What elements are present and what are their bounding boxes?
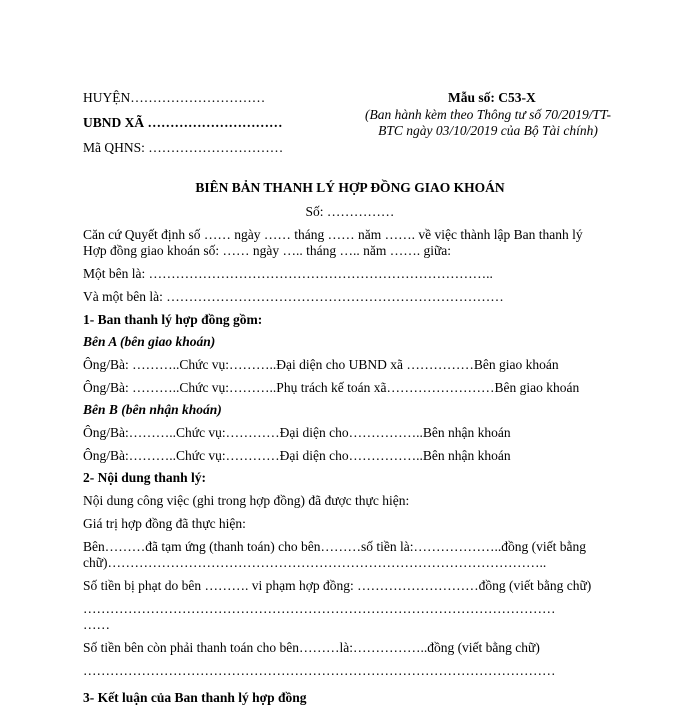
issued-note-line2: BTC ngày 03/10/2019 của Bộ Tài chính)	[378, 123, 598, 138]
side-a-row: Ông/Bà: ………..Chức vụ:………..Phụ trách kế toán xã……………………Bên giao khoán	[83, 380, 580, 395]
section1-heading: 1- Ban thanh lý hợp đồng gồm:	[83, 312, 263, 327]
remaining-line1: Số tiền bên còn phải thanh toán cho bên………là:……………..đồng (viết bằng chữ)	[83, 640, 540, 655]
advance-line2: chữ)……………………………………………………………………………………..	[83, 555, 547, 570]
commune-line: UBND XÃ …………………………	[83, 115, 283, 130]
penalty-line1: Số tiền bị phạt do bên ………. vi phạm hợp đồng: ………………………đồng (viết bằng chữ)	[83, 578, 592, 593]
penalty-line3: ……	[83, 617, 110, 632]
district-line: HUYỆN…………………………	[83, 90, 266, 105]
penalty-line2: ……………………………………………………………………………………………	[83, 601, 556, 616]
document-title: BIÊN BẢN THANH LÝ HỢP ĐỒNG GIAO KHOÁN	[195, 180, 505, 195]
section2-heading: 2- Nội dung thanh lý:	[83, 470, 207, 485]
content-done-line: Nội dung công việc (ghi trong hợp đồng) đã được thực hiện:	[83, 493, 410, 508]
advance-line1: Bên………đã tạm ứng (thanh toán) cho bên………số tiền là:………………..đồng (viết bằng	[83, 539, 586, 554]
side-b-row: Ông/Bà:………..Chức vụ:…………Đại diện cho……………..Bên nhận khoán	[83, 425, 511, 440]
side-b-heading: Bên B (bên nhận khoán)	[83, 402, 222, 417]
side-b-row: Ông/Bà:………..Chức vụ:…………Đại diện cho……………..Bên nhận khoán	[83, 448, 511, 463]
document-number: Số: ……………	[305, 204, 395, 219]
remaining-line2: ……………………………………………………………………………………………	[83, 663, 556, 678]
side-a-row: Ông/Bà: ………..Chức vụ:………..Đại diện cho UBND xã ……………Bên giao khoán	[83, 357, 559, 372]
side-a-heading: Bên A (bên giao khoán)	[83, 334, 216, 349]
budget-code-line: Mã QHNS: …………………………	[83, 140, 284, 155]
basis-line1: Căn cứ Quyết định số …… ngày …… tháng …… năm ……. về việc thành lập Ban thanh lý	[83, 227, 583, 242]
party-other-line: Và một bên là: …………………………………………………………………	[83, 289, 504, 304]
party-one-line: Một bên là: …………………………………………………………………..	[83, 266, 493, 281]
issued-note-line1: (Ban hành kèm theo Thông tư số 70/2019/TT-	[365, 107, 611, 122]
basis-line2: Hợp đồng giao khoán số: …… ngày ….. tháng ….. năm ……. giữa:	[83, 243, 452, 258]
value-done-line: Giá trị hợp đồng đã thực hiện:	[83, 516, 246, 531]
section3-heading: 3- Kết luận của Ban thanh lý hợp đồng	[83, 690, 307, 705]
form-number: Mẫu số: C53-X	[448, 90, 536, 105]
